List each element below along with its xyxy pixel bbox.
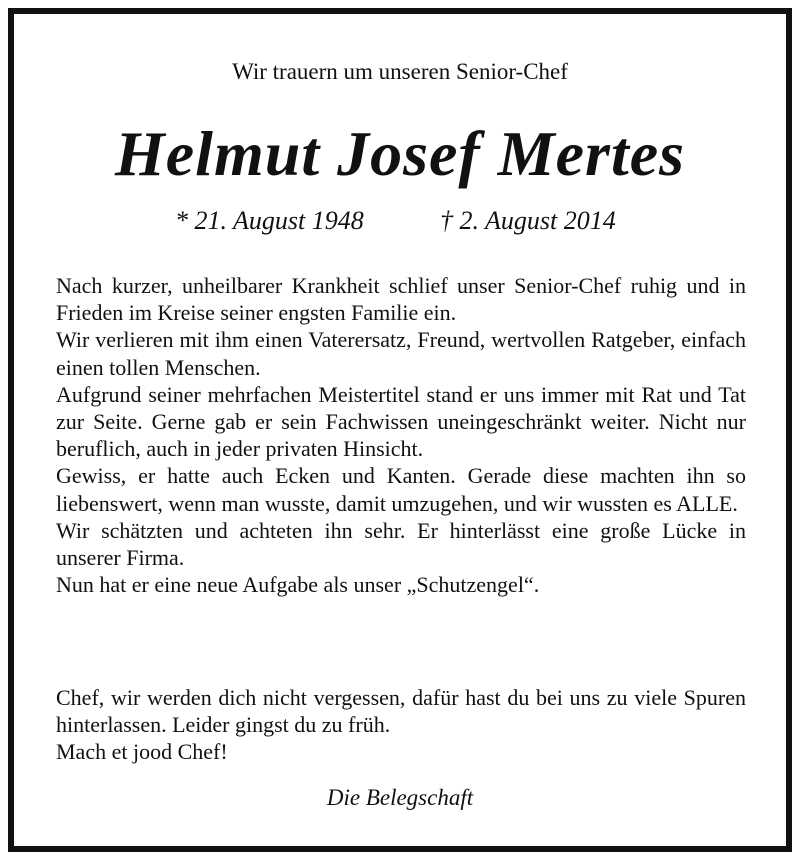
closing-body (56, 684, 746, 766)
paragraph: Wir schätzten und achteten ihn sehr. Er hinterlässt eine große Lücke in unserer Firma. (56, 517, 746, 571)
paragraph: Gewiss, er hatte auch Ecken und Kanten. Gerade diese machten ihn so liebenswert, wenn man wusste, damit umzugehen, und wir wussten es ALLE. (56, 463, 746, 516)
deceased-name: Helmut Josef Mertes (114, 118, 686, 189)
paragraph: Aufgrund seiner mehrfachen Meistertitel stand er uns immer mit Rat und Tat zur Seite. Gerne gab er sein Fachwissen uneingeschränkt weiter. Nicht nur beruflich, auch in jeder privaten Hinsicht. (56, 381, 746, 462)
intro-line: Wir trauern um unseren Senior-Chef (232, 59, 568, 84)
signature: Die Belegschaft (326, 785, 474, 810)
closing-paragraph: Chef, wir werden dich nicht vergessen, dafür hast du bei uns zu viele Spuren hinterlassen. Leider gingst du zu früh. (56, 685, 746, 738)
paragraph: Nach kurzer, unheilbarer Krankheit schlief unser Senior-Chef ruhig und in Frieden im Kreise seiner engsten Familie ein. (56, 273, 746, 326)
paragraph: Nun hat er eine neue Aufgabe als unser „Schutzengel“. (56, 572, 540, 598)
closing-paragraph: Mach et jood Chef! (56, 739, 228, 765)
birth-date: * 21. August 1948 (175, 206, 364, 235)
message-body (56, 272, 746, 598)
paragraph: Wir verlieren mit ihm einen Vaterersatz, Freund, wertvollen Ratgeber, einfach einen tollen Menschen. (56, 327, 746, 380)
death-date: † 2. August 2014 (440, 206, 616, 235)
